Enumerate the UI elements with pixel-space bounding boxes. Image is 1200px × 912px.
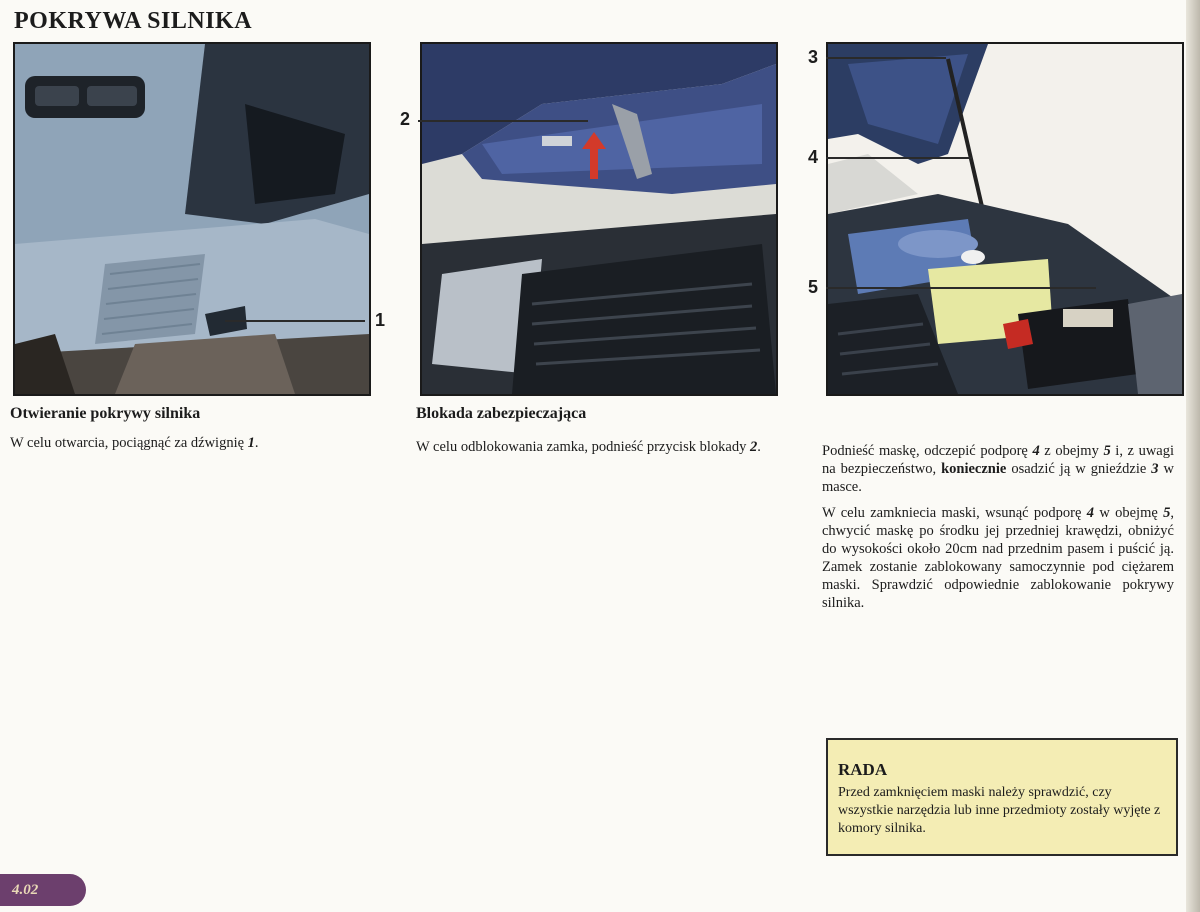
callout-2: 2 xyxy=(400,109,411,129)
hood-opening-text xyxy=(10,434,370,452)
ref-number: 4 xyxy=(1086,505,1095,521)
tip-title: RADA xyxy=(838,760,888,779)
leader-line-5 xyxy=(826,287,1096,289)
text-fragment: i, z uwagi na bezpieczeństwo, xyxy=(822,443,1175,477)
callout-1: 1 xyxy=(375,310,386,330)
text-fragment: osadzić ją w gnieździe xyxy=(1006,461,1152,477)
text-fragment: z obejmy xyxy=(1039,443,1104,459)
page-number-tab: 4.02 xyxy=(0,874,86,906)
leader-line-3 xyxy=(826,57,946,59)
ref-number: 1 xyxy=(247,435,255,451)
tip-text: Przed zamknięciem maski należy sprawdzić, czy wszystkie narzędzia lub inne przedmioty zostały wyjęte z komory silnika. xyxy=(838,785,1161,836)
hood-release-illustration xyxy=(15,44,369,394)
photo-safety-catch xyxy=(420,42,778,396)
callout-5: 5 xyxy=(808,277,819,297)
photo-hood-release-lever xyxy=(13,42,371,396)
ref-number: 2 xyxy=(749,439,758,455)
leader-line-2 xyxy=(418,120,588,122)
page-edge xyxy=(1186,0,1200,912)
ref-number: 5 xyxy=(1103,443,1111,459)
leader-line-1 xyxy=(225,320,365,322)
hood-prop-illustration xyxy=(828,44,1182,394)
text-fragment: w masce. xyxy=(822,461,1174,495)
page-title: POKRYWA SILNIKA xyxy=(14,8,253,34)
callout-3: 3 xyxy=(808,47,819,67)
emphasis-text: koniecznie xyxy=(941,461,1007,477)
hood-prop-paragraph-2 xyxy=(822,504,1174,612)
text-fragment: W celu odblokowania zamka, podnieść przycisk blokady xyxy=(416,439,750,455)
safety-catch-illustration xyxy=(422,44,776,394)
text-fragment: W celu zamkniecia maski, wsunąć podporę xyxy=(822,505,1087,521)
text-fragment: . xyxy=(757,439,761,455)
hood-prop-paragraph-1 xyxy=(822,442,1174,496)
text-fragment: , chwycić maskę po środku jej przedniej krawędzi, obniżyć do wysokości około 20cm nad przednim pasem i puścić ją. Zamek zostanie zablokowany samoczynnie pod ciężarem maski. Sprawdzić odpowiednie zablokowanie pokrywy silnika. xyxy=(822,505,1174,611)
photo-hood-prop xyxy=(826,42,1184,396)
text-fragment: Podnieść maskę, odczepić podporę xyxy=(822,443,1033,459)
ref-number: 4 xyxy=(1032,443,1040,459)
ref-number: 5 xyxy=(1163,505,1171,521)
section-heading-safety-catch: Blokada zabezpieczająca xyxy=(416,405,587,422)
tip-box xyxy=(826,738,1178,856)
callout-4: 4 xyxy=(808,147,819,167)
text-fragment: . xyxy=(254,435,259,451)
section-heading-hood-opening: Otwieranie pokrywy silnika xyxy=(10,405,201,422)
safety-catch-text xyxy=(416,438,771,456)
text-fragment: W celu otwarcia, pociągnąć za dźwignię xyxy=(10,435,248,451)
leader-line-4 xyxy=(826,157,972,159)
text-fragment: w obejmę xyxy=(1094,505,1164,521)
hood-prop-text xyxy=(822,442,1174,620)
ref-number: 3 xyxy=(1151,461,1159,477)
